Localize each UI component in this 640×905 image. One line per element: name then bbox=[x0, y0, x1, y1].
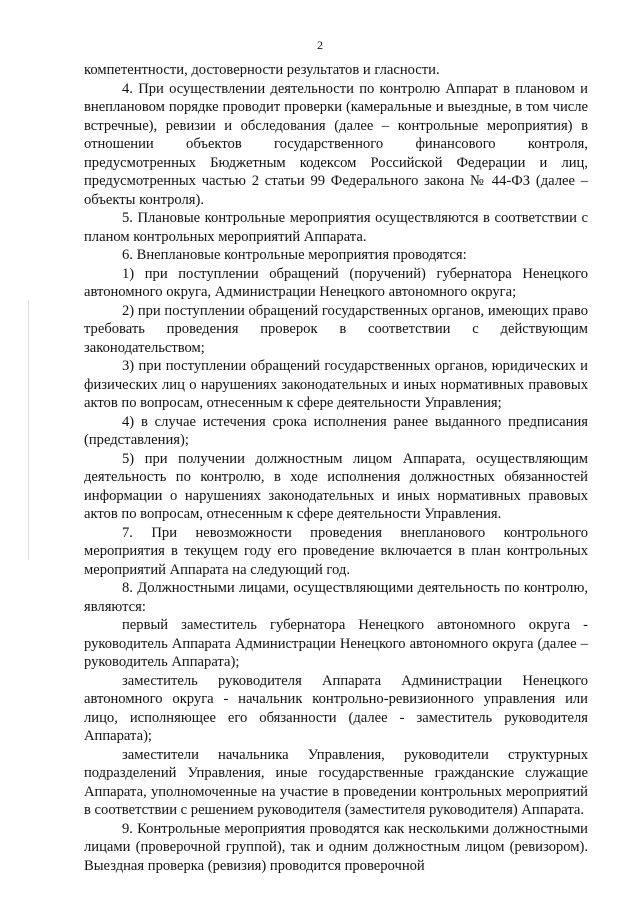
paragraph-item-6-5: 5) при получении должностным лицом Аппарата, осуществляющим деятельность по контролю, в ходе исполнения должностных обязанностей информации о нарушениях законодательных и иных нормативных правовых актов по вопросам, отнесенным к сфере деятельности Управления. bbox=[84, 450, 588, 522]
paragraph-continuation: компетентности, достоверности результатов и гласности. bbox=[84, 62, 440, 78]
paragraph-item-5: 5. Плановые контрольные мероприятия осуществляются в соответствии с планом контрольных мероприятий Аппарата. bbox=[84, 210, 588, 245]
paragraph-item-6-4: 4) в случае истечения срока исполнения ранее выданного предписания (представления); bbox=[84, 413, 588, 448]
scan-edge-mark bbox=[28, 300, 29, 560]
paragraph-item-6: 6. Внеплановые контрольные мероприятия проводятся: bbox=[122, 247, 467, 263]
page-number: 2 bbox=[317, 38, 323, 52]
paragraph-item-6-1: 1) при поступлении обращений (поручений) губернатора Ненецкого автономного округа, Администрации Ненецкого автономного округа; bbox=[84, 265, 588, 300]
paragraph-official-first-deputy: первый заместитель губернатора Ненецкого автономного округа - руководитель Аппарата Администрации Ненецкого автономного округа (далее – руководитель Аппарата); bbox=[84, 617, 588, 670]
document-body bbox=[84, 61, 588, 875]
paragraph-item-6-2: 2) при поступлении обращений государственных органов, имеющих право требовать проведения проверок в соответствии с действующим законодательством; bbox=[84, 302, 588, 356]
paragraph-item-9: 9. Контрольные мероприятия проводятся как несколькими должностными лицами (проверочной группой), так и одним должностным лицом (ревизором). Выездная проверка (ревизия) проводится проверочной bbox=[84, 820, 588, 874]
paragraph-official-staff: заместители начальника Управления, руководители структурных подразделений Управления, иные государственные гражданские служащие Аппарата, уполномоченные на участие в проведении контрольных мероприятий в соответствии с решением руководителя (заместителя руководителя) Аппарата. bbox=[84, 746, 588, 818]
paragraph-official-deputy-head: заместитель руководителя Аппарата Администрации Ненецкого автономного округа - начальник контрольно-ревизионного управления или лицо, исполняющее его обязанности (далее - заместитель руководителя Аппарата); bbox=[84, 672, 588, 744]
paragraph-item-7: 7. При невозможности проведения внепланового контрольного мероприятия в текущем году его проведение включается в план контрольных мероприятий Аппарата на следующий год. bbox=[84, 524, 588, 578]
paragraph-item-4: 4. При осуществлении деятельности по контролю Аппарат в плановом и внеплановом порядке проводит проверки (камеральные и выездные, в том числе встречные), ревизии и обследования (далее – контрольные мероприятия) в отношении объектов государственного финансового контроля, предусмотренных Бюджетным кодексом Российской Федерации и лиц, предусмотренных частью 2 статьи 99 Федерального закона № 44-ФЗ (далее – объекты контроля). bbox=[84, 80, 588, 208]
paragraph-item-8: 8. Должностными лицами, осуществляющими деятельность по контролю, являются: bbox=[84, 580, 588, 615]
paragraph-item-6-3: 3) при поступлении обращений государственных органов, юридических и физических лиц о нарушениях законодательных и иных нормативных правовых актов по вопросам, отнесенным к сфере деятельности Управления; bbox=[84, 358, 588, 411]
